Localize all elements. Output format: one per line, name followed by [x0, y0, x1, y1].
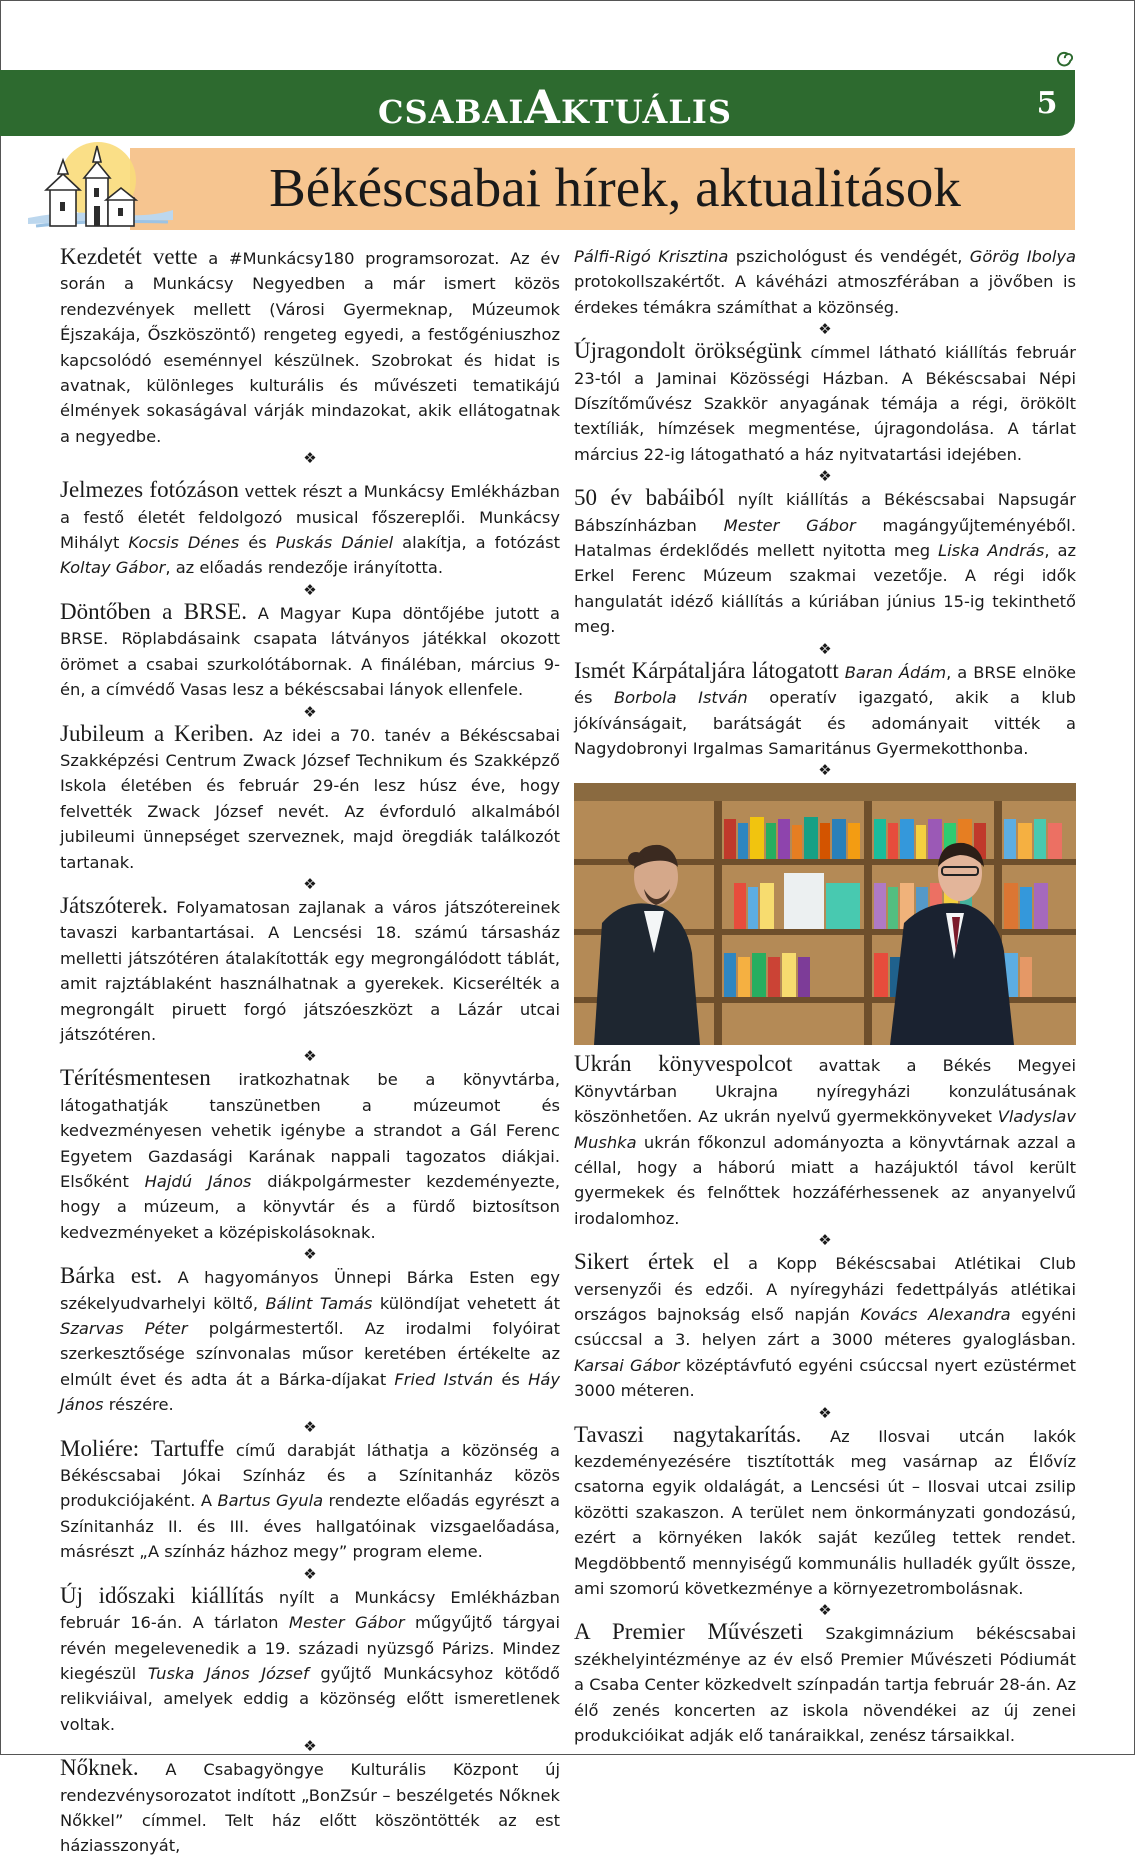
news-item	[574, 658, 1076, 762]
item-text: A hagyományos Ünnepi Bárka Esten egy székelyudvarhelyi költő,	[60, 1268, 560, 1313]
separator-ornament: ❖	[303, 449, 317, 468]
item-text: Szakgimnázium békéscsabai székhelyintézménye az év első Premier Művészeti Pódiumát a Csaba Center közkedvelt színpadán tartja február 28-án. Az élő zenés koncerten az iskola növendékei az új zenei produkcióikat adják elő tanáraikkal, zenész társaikkal.	[574, 1624, 1076, 1746]
item-text: nyílt a Munkácsy Emlékházban február 16-án. A tárlaton	[60, 1587, 561, 1633]
person-name: Bálint Tamás	[265, 1293, 373, 1313]
item-text: különdíjat vehetett át	[372, 1293, 560, 1313]
item-lead: Sikert értek el	[574, 1249, 730, 1275]
item-lead: Ukrán könyvespolcot	[574, 1051, 793, 1077]
person-name: Liska András	[938, 541, 1045, 561]
item-text: és	[239, 533, 276, 553]
item-text: nyílt kiállítás a Békéscsabai Napsugár Bábszínházban	[574, 490, 1076, 535]
separator-ornament: ❖	[303, 580, 317, 599]
item-text: műgyűjtő tárgyai révén megelevenedik a 19. századi nyüzsgő Párizs. Mindez kiegészül	[60, 1613, 560, 1683]
item-text: , az Erkel Ferenc Múzeum szakmai vezetője. A régi idők hangulatát idéző kiállítás a kúriában június 15-ig tekinthető meg.	[574, 541, 1077, 637]
bookshelf-photo	[574, 783, 1076, 1045]
news-item	[60, 893, 560, 1047]
news-item	[60, 1065, 560, 1245]
person-name: Fried István	[394, 1369, 494, 1389]
item-text: alakítja, a fotózást	[393, 533, 560, 553]
person-name: Puskás Dániel	[275, 533, 394, 553]
item-text: a #Munkácsy180 programsorozat. Az év során a Munkácsy Negyedben a már ismert közös rendezvények mellett (Városi Gyermeknap, Múzeumok Éjszakája, Őszköszöntő) rengeteg egyedi, a festőgéniuszhoz kapcsolódó eseménnyel készülnek. Szobrokat és hidat is avatnak, különleges kulturális és művészeti tematikájú élmények sokaságával várják mindazokat, akik ellátogatnak a negyedbe.	[60, 249, 560, 446]
item-text: vettek részt a Munkácsy Emlékházban a festő életét feldolgozó musical főszereplői. Munkácsy Mihályt	[60, 482, 560, 553]
item-lead: A Premier Művészeti	[574, 1619, 804, 1645]
separator-ornament: ❖	[303, 874, 317, 893]
magazine-cap: A	[524, 80, 561, 134]
separator-ornament: ❖	[303, 1737, 317, 1756]
item-text: címmel látható kiállítás február 23-tól a Jaminai Közösségi Házban. A Békéscsabai Népi Díszítőművész Szakkör anyagának témája a régi, örökölt textíliák, hímzések megmentése, újragondolása. A tárlat március 22-ig látogatható a ház nyitvatartási idejében.	[574, 343, 1076, 464]
item-lead: Tavaszi nagytakarítás.	[574, 1421, 802, 1447]
item-text: A Magyar Kupa döntőjébe jutott a BRSE. Röplabdásaink csapata látványos játékkal okozott örömet a csabai szurkolótábornak. A fináléban, március 9-én, a címvédő Vasas lesz a békéscsabai lányok ellenfele.	[60, 603, 560, 700]
item-lead: Jubileum a Keriben.	[60, 720, 254, 746]
person-name: Pálfi-Rigó Krisztina	[574, 247, 729, 266]
person-name: Görög Ibolya	[969, 247, 1076, 266]
magazine-title	[330, 80, 780, 134]
magazine-word2: KTUÁLIS	[561, 93, 732, 131]
separator-ornament: ❖	[303, 1047, 317, 1066]
section-title: Békéscsabai hírek, aktualitások	[269, 157, 961, 218]
page-number: 5	[1036, 86, 1058, 121]
item-text: Az Ilosvai utcán lakók kezdeményezésére tisztították meg vasárnap az Élővíz csatorna egyik oldalágát, a Lencsési út – Ilosvai utcai zsilip közötti szakaszon. A terület nem önkormányzati gondozású, ezért a környéken lakók saját kezűleg tettek rendet. Megdöbbentő mennyiségű kommunális hulladék gyűlt össze, ami szomorú következménye a környezetrombolásnak.	[574, 1426, 1076, 1599]
news-item	[574, 338, 1076, 467]
item-text: magángyűjteményéből. Hatalmas érdeklődés mellett nyitotta meg	[574, 515, 1076, 561]
person-name: Koltay Gábor	[60, 558, 166, 578]
item-text: iratkozhatnak be a könyvtárba, látogathatják tanszünetben a múzeumot és kedvezményesen vehetik igénybe a strandot a Gál Ferenc Egyetem Gazdasági Karának nappali tagozatos diákjai. Elsőként	[60, 1070, 560, 1191]
person-name: Szarvas Péter	[60, 1319, 188, 1339]
item-text: operatív igazgató, akik a klub jókívánságait, barátságát és adományait vitték a Nagydobronyi Irgalmas Samaritánus Gyermekotthonba.	[574, 688, 1076, 758]
news-item	[60, 477, 560, 581]
separator-ornament: ❖	[818, 639, 832, 658]
item-text: Az idei a 70. tanév a Békéscsabai Szakképzési Centrum Zwack József Technikum és Szakképző Iskola életében és február 29-én lesz húsz éve, hogy felvették Zwack József nevét. Az évforduló alkalmából jubileumi ünnepséget szerveznek, majd öregdiák találkozót tartanak.	[60, 725, 560, 872]
person-name: Bartus Gyula	[217, 1491, 324, 1511]
person-name: Mester Gábor	[723, 515, 856, 535]
separator-ornament: ❖	[818, 1231, 832, 1250]
item-lead: Döntőben a BRSE.	[60, 598, 247, 624]
item-text: , a BRSE elnöke és	[574, 662, 1077, 708]
news-item	[574, 1051, 1076, 1231]
news-item	[60, 1583, 560, 1737]
person-name: Kocsis Dénes	[128, 533, 240, 553]
news-item	[60, 1755, 560, 1859]
item-text: részére.	[103, 1395, 174, 1415]
news-item	[574, 1249, 1076, 1403]
item-text: egyéni csúccsal a 3. helyen zárt a 3000 méteres gyaloglásban.	[574, 1304, 1076, 1350]
news-item	[60, 1263, 560, 1417]
item-text: polgármestertől. Az irodalmi folyóirat szerkesztősége színvonalas műsor keretében értékelte az elmúlt évet és adta át a Bárka-díjakat	[60, 1319, 560, 1389]
item-lead: Bárka est.	[60, 1263, 163, 1289]
separator-ornament: ❖	[303, 1564, 317, 1583]
item-text: , az előadás rendezője irányította.	[165, 558, 444, 578]
item-text: diákpolgármester kezdeményezte, hogy a múzeum, a könyvtár és a fürdő biztosítson kedvezményeket a középiskolásoknak.	[60, 1172, 560, 1242]
item-lead: Játszóterek.	[60, 892, 168, 918]
separator-ornament: ❖	[303, 702, 317, 721]
item-lead: Kezdetét vette	[60, 244, 198, 269]
item-text: középtávfutó egyéni csúccsal nyert ezüstérmet 3000 méteren.	[574, 1355, 1076, 1401]
right-column	[574, 244, 1076, 1748]
item-lead: 50 év babáiból	[574, 485, 725, 511]
person-name: Vladyslav Mushka	[574, 1107, 1076, 1152]
person-name: Háy János	[60, 1369, 560, 1415]
person-name: Kovács Alexandra	[860, 1304, 1011, 1324]
person-name: Baran Ádám	[844, 662, 947, 682]
item-text: Folyamatosan zajlanak a város játszótereinek tavaszi karbantartásai. A Lencsési 18. számú társasház melletti játszótéren átalakították egy megrongálódott táblát, amit rajztáblaként használhatnak a gyerekek. Kicserélték a megrongált piruett forgó játszóeszközt a Lázár utcai játszótéren.	[60, 897, 560, 1044]
news-item	[60, 244, 560, 449]
item-text: ukrán főkonzul adományozta a könyvtárnak azzal a céllal, hogy a háború miatt a hazájuktól távol került gyermekek és felnőttek hozzáférhessenek az anyanyelvű irodalomhoz.	[574, 1132, 1076, 1228]
item-text: című darabját láthatja a közönség a Békéscsabai Jókai Színház és a Színitanház közös produkciójaként. A	[60, 1440, 560, 1511]
news-item	[60, 1436, 560, 1565]
separator-ornament: ❖	[818, 1601, 832, 1620]
left-column	[60, 244, 560, 1859]
item-text: rendezte előadás egyrészt a Színitanház II. és III. éves hallgatóinak vizsgaelőadása, másrészt „A színház házhoz megy” program eleme.	[60, 1491, 560, 1562]
separator-ornament: ❖	[818, 320, 832, 339]
item-lead: Ismét Kárpátaljára látogatott	[574, 657, 839, 683]
person-name: Karsai Gábor	[574, 1355, 680, 1375]
item-text: protokollszakértőt. A kávéházi atmoszférában a jövőben is érdekes témákra számíthat a közönség.	[574, 272, 1076, 317]
news-item	[574, 485, 1076, 639]
news-item	[60, 721, 560, 875]
person-name: Borbola István	[614, 688, 748, 708]
person-name: Tuska János József	[147, 1663, 309, 1683]
separator-ornament: ❖	[303, 1417, 317, 1436]
item-text: avattak a Békés Megyei Könyvtárban Ukrajna nyíregyházi konzulátusának köszönhetően. Az ukrán nyelvű gyermekkönyveket	[574, 1056, 1076, 1127]
separator-ornament: ❖	[303, 1245, 317, 1264]
separator-ornament: ❖	[818, 761, 832, 780]
item-text: gyűjtő Munkácsyhoz kötődő relikviáival, amelyek eddig a közönség előtt ismeretlenek voltak.	[60, 1663, 560, 1734]
swirl-logo-icon	[1055, 50, 1073, 68]
item-lead: Nőknek.	[60, 1755, 139, 1781]
item-lead: Jelmezes fotózáson	[60, 477, 239, 503]
item-text: a Kopp Békéscsabai Atlétikai Club versenyzői és edzői. A nyíregyházi fedettpályás atlétikai országos bajnokság első napján	[574, 1254, 1076, 1324]
item-lead: Térítésmentesen	[60, 1065, 211, 1091]
news-item	[574, 1619, 1076, 1748]
news-item	[574, 244, 1076, 320]
item-text: A Csabagyöngye Kulturális Központ új rendezvénysorozatot indított „BonZsúr – beszélgetés Nőknek Nőkkel” címmel. Telt ház előtt köszöntötték az est háziasszonyát,	[60, 1760, 560, 1856]
bookshelf-photo-illustration	[574, 783, 1076, 1045]
item-lead: Moliére: Tartuffe	[60, 1435, 225, 1461]
news-item	[574, 1422, 1076, 1602]
person-name: Hajdú János	[144, 1172, 252, 1191]
magazine-word1: CSABAI	[378, 93, 525, 131]
item-lead: Újragondolt örökségünk	[574, 338, 802, 364]
person-name: Mester Gábor	[288, 1613, 405, 1633]
item-text: pszichológust és vendégét,	[728, 247, 970, 266]
news-item	[60, 599, 560, 703]
item-lead: Új időszaki kiállítás	[60, 1582, 264, 1608]
separator-ornament: ❖	[818, 467, 832, 486]
church-illustration-icon	[28, 140, 173, 238]
item-text: és	[493, 1369, 529, 1389]
separator-ornament: ❖	[818, 1403, 832, 1422]
